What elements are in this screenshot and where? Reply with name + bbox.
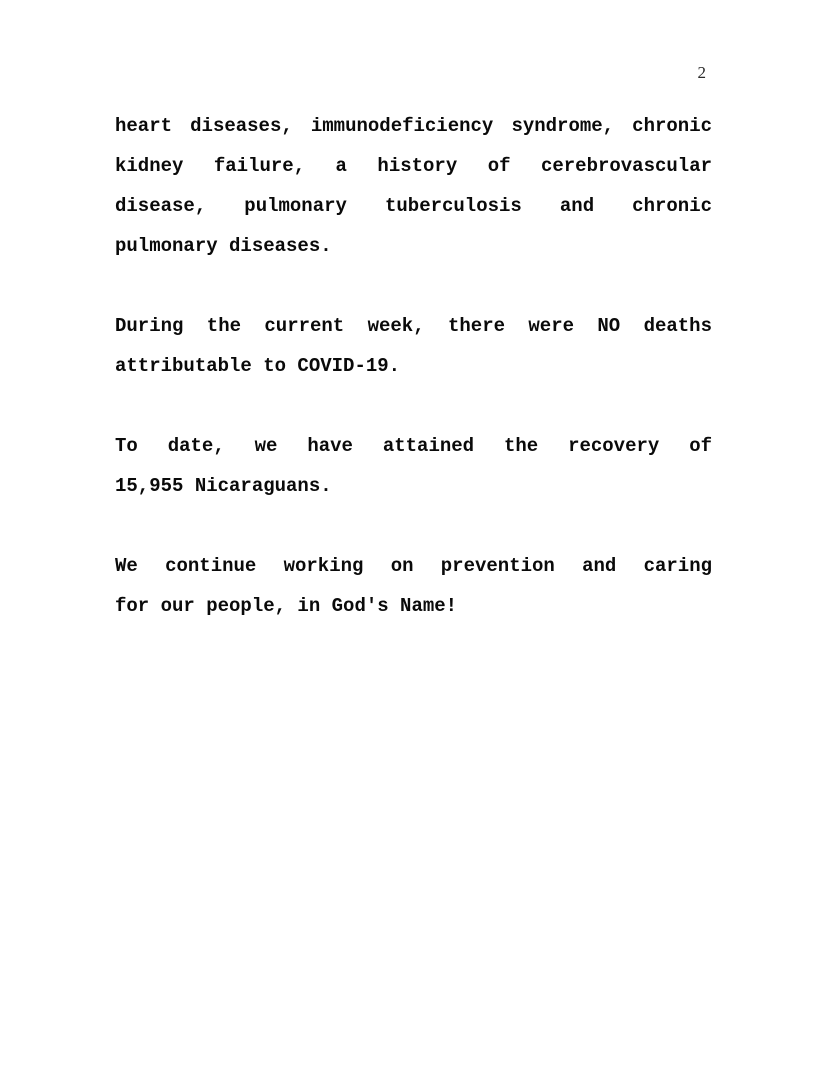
text-line: During the current week, there were NO deaths [115,315,712,337]
text-line: kidney failure, a history of cerebrovascular [115,155,712,177]
text-line: attributable to COVID-19. [115,355,401,377]
text-line: 15,955 Nicaraguans. [115,475,332,497]
paragraph [115,426,712,506]
paragraph [115,306,712,386]
text-line: disease, pulmonary tuberculosis and chronic [115,195,712,217]
text-line: for our people, in God's Name! [115,595,458,617]
text-line: heart diseases, immunodeficiency syndrome, chronic [115,115,712,137]
text-line: pulmonary diseases. [115,235,332,257]
page-number: 2 [697,63,706,82]
document-body [115,106,712,666]
text-line: We continue working on prevention and caring [115,555,712,577]
text-line: To date, we have attained the recovery of [115,435,712,457]
paragraph [115,546,712,626]
paragraph [115,106,712,266]
